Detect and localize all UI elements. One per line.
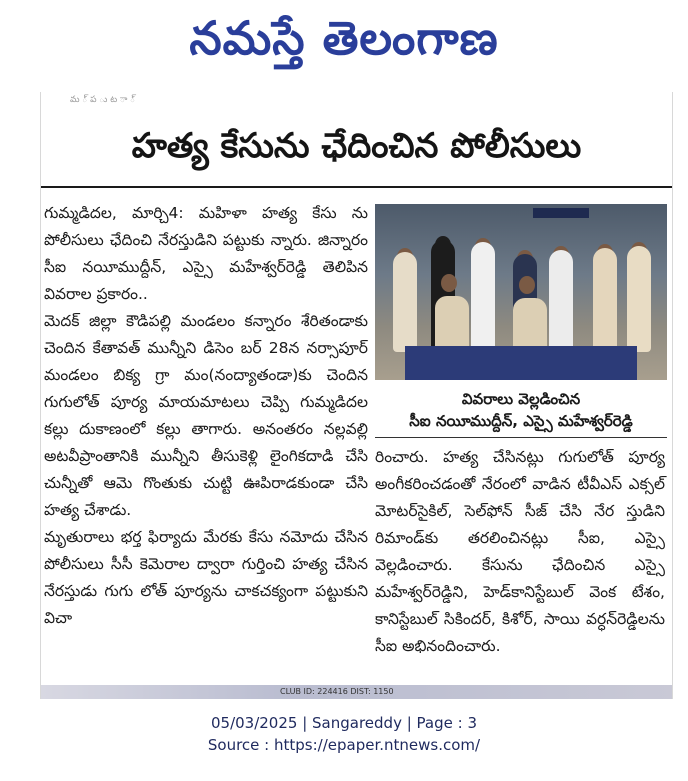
previous-article-strip: మ ్ ప ు ట ా ్ bbox=[70, 95, 136, 105]
next-article-strip: CLUB ID: 224416 DIST: 1150 bbox=[40, 685, 673, 699]
masthead-logo: నమస్తే తెలంగాణ bbox=[189, 11, 499, 65]
article-paragraph: గుమ్మడిదల, మార్చి4: మహిళా హత్య కేసు ను పోలీసులు ఛేదించి నేరస్తుడిని పట్టుకు న్నారు. జిన్నారం సీఐ నయీముద్దీన్, ఎస్సై మహేశ్వర్‌రెడ్డి తెలిపిన వివరాల ప్రకారం.. bbox=[44, 204, 368, 303]
clipping-border bbox=[40, 92, 673, 699]
source-link[interactable]: Source : https://epaper.ntnews.com/ bbox=[207, 736, 481, 754]
article-headline: హత్య కేసును ఛేదించిన పోలీసులు bbox=[131, 126, 582, 166]
photo-caption-line: వివరాలు వెల్లడించిన bbox=[461, 390, 581, 408]
edition-info: 05/03/2025 | Sangareddy | Page : 3 bbox=[210, 714, 477, 732]
article-paragraph: రించారు. హత్య చేసినట్లు గుగులోత్ పూర్య అంగీకరించడంతో నేరంలో వాడిన టీవీఎస్ ఎక్సల్ మోటర్‌సైకిల్, సెల్‌ఫోన్ సీజ్ చేసి నేర స్తుడిని రిమాండ్‌కు తరలించినట్లు సీఐ, ఎస్సై వెల్లడించారు. కేసును ఛేదించిన ఎస్సై మహేశ్వర్‌రెడ్డిని, హెడ్‌కానిస్టేబుల్ వెంక టేశం, కానిస్టేబుల్ సికిందర్, కిశోర్, సాయి వర్ధన్‌రెడ్డిలను సీఐ అభినందించారు. bbox=[375, 448, 665, 655]
photo-caption-line: సీఐ నయీముద్దీన్, ఎస్సై మహేశ్వర్‌రెడ్డి bbox=[409, 412, 633, 430]
article-paragraph: మెదక్ జిల్లా కౌడిపల్లి మండలం కన్నారం శేరితండాకు చెందిన కేతావత్ మున్నీని డిసెం బర్ 28న నర్సాపూర్ మండలం బిక్య గ్రా మం(నంద్యాతండా)కు చెందిన గుగులోత్ పూర్య మాయమాటలు చెప్పి గుమ్మడిదల కల్లు దుకాణంలో కల్లు తాగారు. అనంతరం నల్లవల్లి అటవీప్రాంతానికి మున్నీని తీసుకెళ్లి లైంగికదాడి చేసి చున్నీతో ఆమె గొంతుకు చుట్టి ఊపిరాడకుండా చేసి హత్య చేశాడు. bbox=[44, 312, 368, 519]
article-paragraph: మృతురాలు భర్త ఫిర్యాదు మేరకు కేసు నమోదు చేసిన పోలీసులు సీసీ కెమెరాల ద్వారా గుర్తించి హత్య చేసిన నేరస్తుడు గుగు లోత్ పూర్యను చాకచక్యంగా పట్టుకుని విచా bbox=[44, 528, 368, 627]
clipping-footer bbox=[0, 712, 688, 756]
